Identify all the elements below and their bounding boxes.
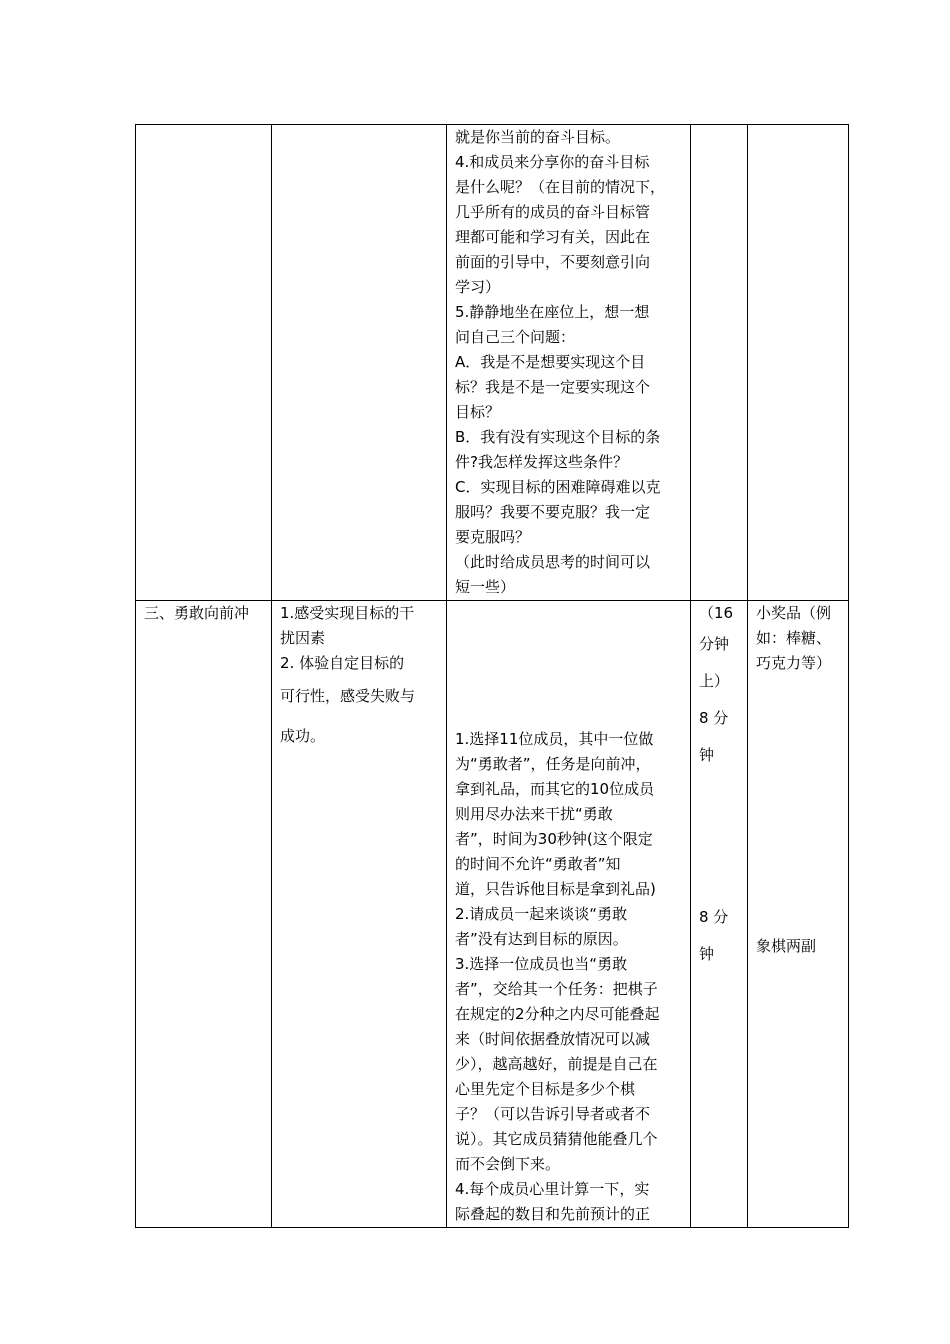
activity-line: 则用尽办法来干扰“勇敢 xyxy=(455,805,613,823)
activity-line: B．我有没有实现这个目标的条 xyxy=(455,428,661,446)
time-value: 8 分 xyxy=(699,709,729,727)
activity-line: 拿到礼品，而其它的10位成员 xyxy=(455,780,655,798)
goal-line: 可行性，感受失败与 xyxy=(280,687,416,705)
activity-line: 在规定的2分种之内尽可能叠起 xyxy=(455,1005,660,1023)
time-cell xyxy=(691,601,748,1228)
time-value: 钟 xyxy=(699,945,715,963)
time-value: 分钟 xyxy=(699,635,730,653)
activity-line: C．实现目标的困难障碍难以克 xyxy=(455,478,661,496)
cell-spacer xyxy=(455,601,682,727)
time-value: （16 xyxy=(699,604,734,622)
activity-cell xyxy=(447,125,691,601)
lesson-plan-table xyxy=(135,124,849,1228)
activity-line: 者”，时间为30秒钟(这个限定 xyxy=(455,830,653,848)
activity-line: 说）。其它成员猜猜他能叠几个 xyxy=(455,1130,658,1148)
material-line: 巧克力等） xyxy=(756,654,832,672)
activity-line: 1.选择11位成员，其中一位做 xyxy=(455,730,654,748)
cell-spacer xyxy=(699,774,741,899)
activity-line: 短一些） xyxy=(455,578,516,596)
activity-line: 目标？ xyxy=(455,403,501,421)
activity-line: 几乎所有的成员的奋斗目标管 xyxy=(455,203,651,221)
goal-line: 1.感受实现目标的干 xyxy=(280,604,415,622)
section-cell xyxy=(136,601,272,1228)
activity-line: 者”，交给其一个任务：把棋子 xyxy=(455,980,658,998)
activity-line: A．我是不是想要实现这个目 xyxy=(455,353,646,371)
goal-line: 成功。 xyxy=(280,727,326,745)
material-line: 小奖品（例 xyxy=(756,604,832,622)
material-line: 象棋两副 xyxy=(756,937,817,955)
activity-line: 的时间不允许“勇敢者”知 xyxy=(455,855,621,873)
activity-line: 标？我是不是一定要实现这个 xyxy=(455,378,651,396)
activity-line: 就是你当前的奋斗目标。 xyxy=(455,128,621,146)
activity-line: 是什么呢？（在目前的情况下， xyxy=(455,178,666,196)
materials-cell xyxy=(748,601,849,1228)
activity-line: 为“勇敢者”，任务是向前冲， xyxy=(455,755,651,773)
activity-line: 要克服吗？ xyxy=(455,528,531,546)
material-line: 如：棒糖、 xyxy=(756,629,832,647)
activity-line: 5.静静地坐在座位上，想一想 xyxy=(455,303,650,321)
table-row xyxy=(136,125,849,601)
cell-spacer xyxy=(756,676,840,934)
activity-line: 4.每个成员心里计算一下，实 xyxy=(455,1180,650,1198)
time-value: 8 分 xyxy=(699,908,729,926)
goal-line: 2. 体验自定目标的 xyxy=(280,654,405,672)
materials-cell xyxy=(748,125,849,601)
activity-line: 2.请成员一起来谈谈“勇敢 xyxy=(455,905,628,923)
section-cell xyxy=(136,125,272,601)
activity-line: 学习） xyxy=(455,278,501,296)
activity-line: （此时给成员思考的时间可以 xyxy=(455,553,651,571)
activity-line: 子？（可以告诉引导者或者不 xyxy=(455,1105,651,1123)
goals-cell xyxy=(272,601,447,1228)
section-title: 三、勇敢向前冲 xyxy=(144,604,250,622)
activity-line: 3.选择一位成员也当“勇敢 xyxy=(455,955,628,973)
activity-line: 理都可能和学习有关，因此在 xyxy=(455,228,651,246)
activity-cell xyxy=(447,601,691,1228)
goals-cell xyxy=(272,125,447,601)
goal-line: 扰因素 xyxy=(280,629,326,647)
activity-line: 而不会倒下来。 xyxy=(455,1155,561,1173)
activity-line: 4.和成员来分享你的奋斗目标 xyxy=(455,153,650,171)
table-row xyxy=(136,601,849,1228)
activity-line: 件?我怎样发挥这些条件？ xyxy=(455,453,628,471)
activity-line: 际叠起的数目和先前预计的正 xyxy=(455,1205,651,1223)
activity-line: 服吗？我要不要克服？我一定 xyxy=(455,503,651,521)
activity-line: 问自己三个问题： xyxy=(455,328,576,346)
activity-line: 少），越高越好，前提是自己在 xyxy=(455,1055,658,1073)
time-value: 上） xyxy=(699,672,730,690)
time-value: 钟 xyxy=(699,746,715,764)
activity-line: 者”没有达到目标的原因。 xyxy=(455,930,628,948)
activity-line: 道，只告诉他目标是拿到礼品) xyxy=(455,880,656,898)
time-cell xyxy=(691,125,748,601)
activity-line: 前面的引导中，不要刻意引向 xyxy=(455,253,651,271)
activity-line: 来（时间依据叠放情况可以减 xyxy=(455,1030,651,1048)
activity-line: 心里先定个目标是多少个棋 xyxy=(455,1080,636,1098)
